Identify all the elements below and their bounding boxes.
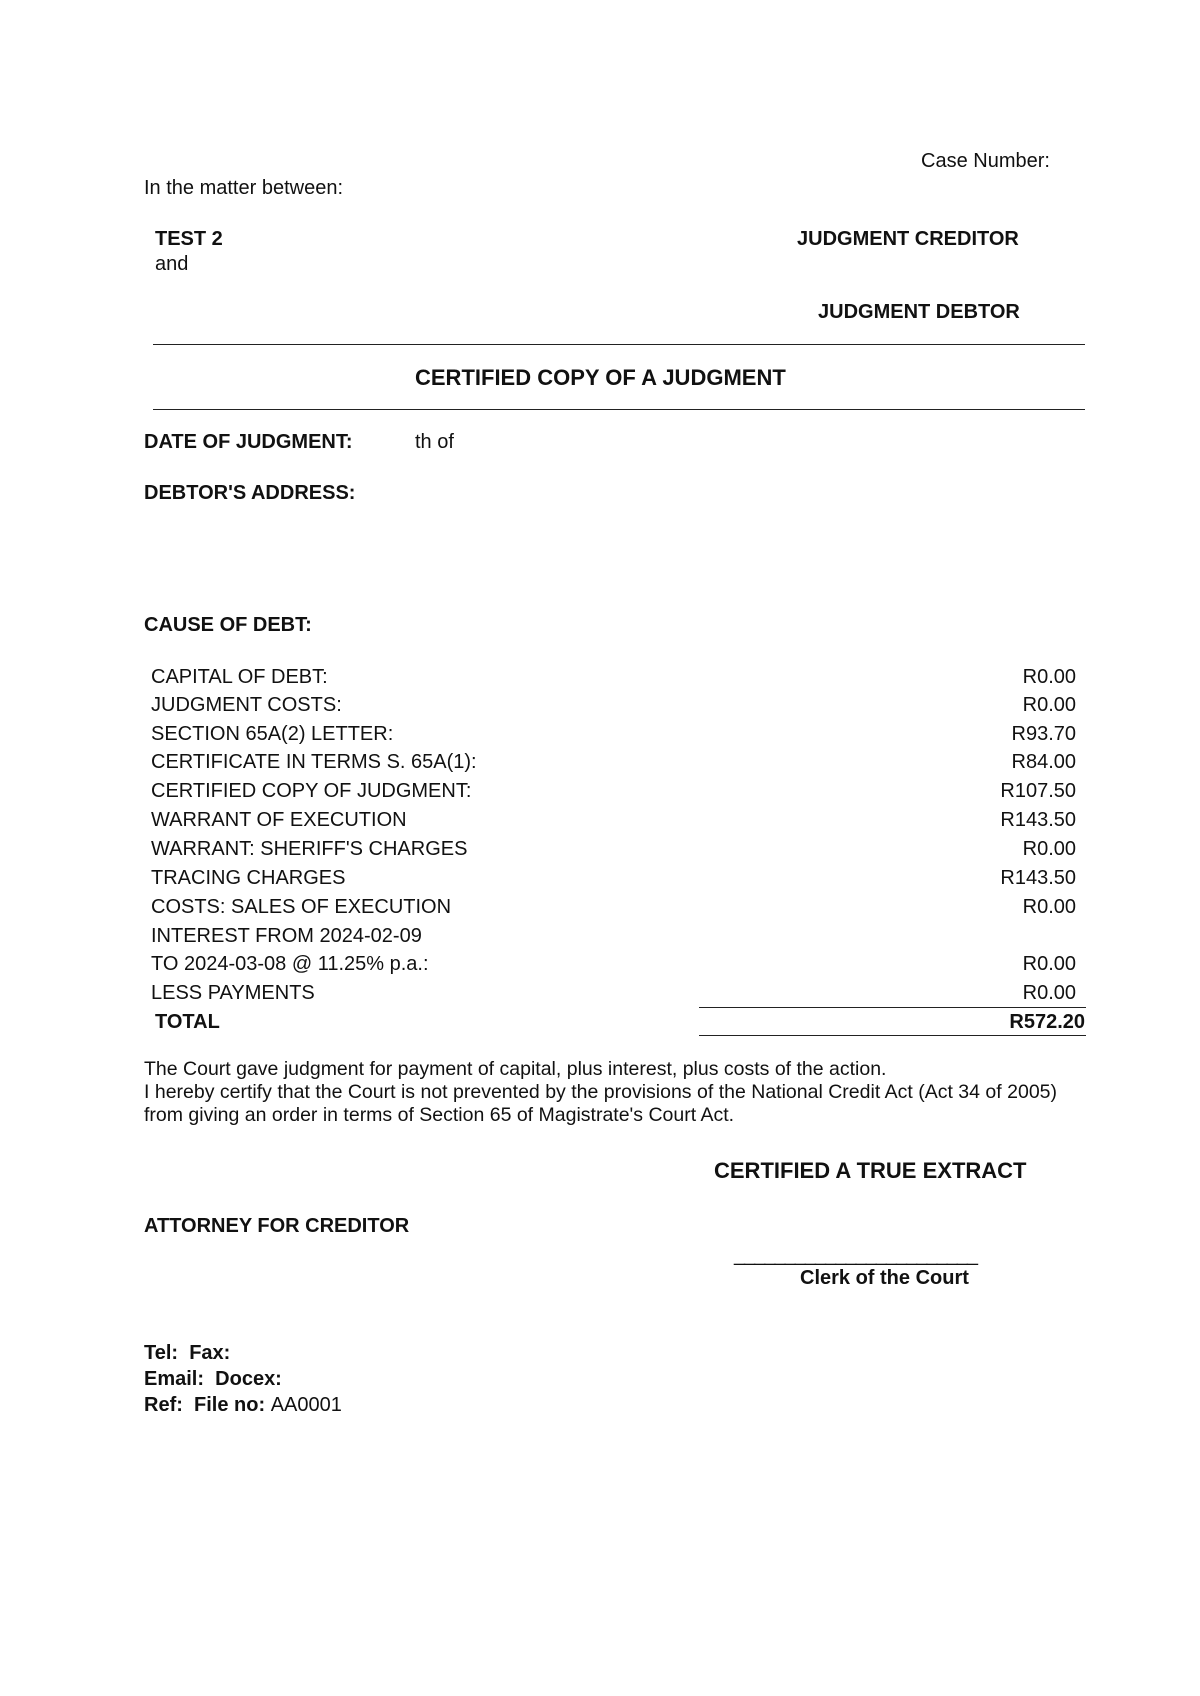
cost-amount: R93.70 [1011,723,1076,745]
total-label: TOTAL [155,1011,220,1033]
cost-amount: R107.50 [1000,780,1076,802]
cost-amount: R0.00 [1022,953,1076,975]
cost-amount: R0.00 [1022,694,1076,716]
ref-label: Ref: [144,1394,183,1416]
page-title: CERTIFIED COPY OF A JUDGMENT [415,365,786,390]
statement-line-2: I hereby certify that the Court is not prevented by the provisions of the National Credit Act (Act 34 of 2005) from giving an order in terms of Section 65 of Magistrate's Court Act. [144,1081,1057,1126]
cost-label: CERTIFIED COPY OF JUDGMENT: [151,780,472,802]
cost-label: COSTS: SALES OF EXECUTION [151,896,452,918]
tel-label: Tel: [144,1342,179,1364]
cost-amount: R0.00 [1022,896,1076,918]
contact-ref [144,1394,342,1417]
cost-label: WARRANT OF EXECUTION [151,809,407,831]
cost-label: TO 2024-03-08 @ 11.25% p.a.: [151,953,429,975]
title-bottom-rule [153,409,1085,410]
cost-label: WARRANT: SHERIFF'S CHARGES [151,838,468,860]
cost-amount: R143.50 [1000,867,1076,889]
title-top-rule [153,344,1085,345]
certified-extract-heading: CERTIFIED A TRUE EXTRACT [714,1158,1027,1183]
statement-line-1: The Court gave judgment for payment of capital, plus interest, plus costs of the action. [144,1058,887,1080]
cost-amount: R0.00 [1022,666,1076,688]
case-number-label: Case Number: [921,150,1050,172]
cause-of-debt-label: CAUSE OF DEBT: [144,614,312,636]
attorney-for-creditor-label: ATTORNEY FOR CREDITOR [144,1215,410,1237]
file-no-label: File no: [194,1394,266,1416]
cost-label: CAPITAL OF DEBT: [151,666,328,688]
creditor-role: JUDGMENT CREDITOR [797,228,1019,250]
date-of-judgment-value: th of [415,431,454,453]
fax-label: Fax: [189,1342,231,1364]
email-label: Email: [144,1368,205,1390]
and-text: and [155,253,189,275]
total-bottom-rule [699,1035,1086,1036]
matter-label: In the matter between: [144,177,344,199]
cost-label: TRACING CHARGES [151,867,346,889]
cost-label: CERTIFICATE IN TERMS S. 65A(1): [151,751,477,773]
signature-line: ________________________ [734,1244,977,1266]
date-of-judgment-label: DATE OF JUDGMENT: [144,431,353,453]
cost-label: LESS PAYMENTS [151,982,315,1004]
cost-label: SECTION 65A(2) LETTER: [151,723,394,745]
judgment-statement [144,1058,1057,1127]
debtor-address-label: DEBTOR'S ADDRESS: [144,482,356,504]
clerk-of-court-label: Clerk of the Court [800,1267,969,1289]
cost-amount: R143.50 [1000,809,1076,831]
cost-amount: R0.00 [1022,982,1076,1004]
total-top-rule [699,1007,1086,1008]
cost-amount: R84.00 [1011,751,1076,773]
docex-label: Docex: [215,1368,282,1390]
cost-amount: R0.00 [1022,838,1076,860]
creditor-name: TEST 2 [155,228,223,250]
contact-tel-fax [144,1342,230,1365]
total-amount: R572.20 [1009,1011,1085,1033]
cost-label: JUDGMENT COSTS: [151,694,342,716]
contact-email-docex [144,1368,282,1391]
file-no-value: AA0001 [270,1394,342,1416]
cost-label: INTEREST FROM 2024-02-09 [151,925,422,947]
debtor-role: JUDGMENT DEBTOR [818,301,1020,323]
